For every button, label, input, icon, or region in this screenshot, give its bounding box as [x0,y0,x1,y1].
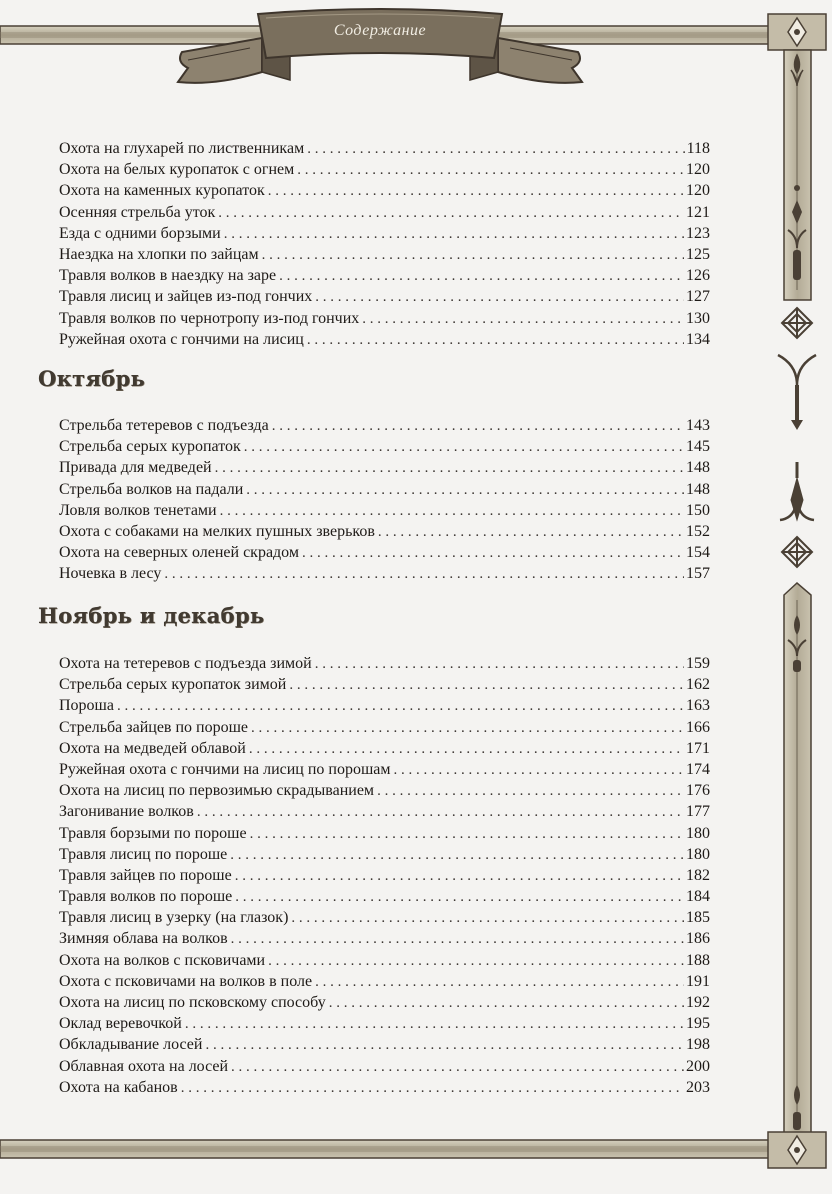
dot-leader [220,501,684,522]
entry-title: Охота на глухарей по лиственникам [59,140,305,157]
entry-title: Зимняя облава на волков [59,930,228,948]
entry-page: 145 [686,438,710,456]
toc-entry[interactable] [59,1077,710,1098]
entry-page: 123 [686,224,710,242]
dot-leader [117,696,684,717]
dot-leader [378,522,684,543]
dot-leader [250,824,684,845]
toc-entry[interactable] [59,415,710,436]
entry-title: Охота на каменных куропаток [59,182,265,200]
entry-title: Охота на медведей облавой [59,739,246,757]
entry-page: 120 [686,182,710,200]
dot-leader [215,458,684,479]
entry-title: Обкладывание лосей [59,1036,203,1054]
entry-page: 126 [686,267,710,285]
toc-entry[interactable] [59,844,710,865]
entry-title: Травля борзыми по пороше [59,824,247,842]
entry-title: Облавная охота на лосей [59,1057,229,1075]
toc-entry[interactable] [59,653,710,674]
toc-entry[interactable] [59,738,710,759]
toc-entry[interactable] [59,159,710,180]
entry-title: Охота на лисиц по первозимью скрадыванием [59,782,375,800]
entry-title: Травля волков по пороше [59,888,233,906]
entry-page: 166 [686,718,710,736]
dot-leader [262,245,684,266]
entry-title: Охота с псковичами на волков в поле [59,972,313,990]
dot-leader [362,309,684,330]
entry-title: Стрельба серых куропаток [59,438,241,456]
toc-entry[interactable] [59,563,710,584]
dot-leader [272,416,684,437]
toc-entry[interactable] [59,886,710,907]
entry-title: Пороша [59,697,114,715]
entry-page: 180 [686,845,710,863]
toc-section-november-december [59,653,710,1098]
banner-title: Содержание [333,22,427,39]
knot-ornament-lower [782,537,812,567]
section-heading-october: Октябрь [38,366,146,391]
entry-page: 174 [686,760,710,778]
dot-leader [268,951,684,972]
toc-entry[interactable] [59,907,710,928]
dot-leader [289,675,684,696]
entry-title: Привада для медведей [59,459,212,477]
entry-page: 200 [686,1057,710,1075]
dot-leader [231,929,684,950]
entry-page: 163 [686,697,710,715]
dot-leader [231,1057,684,1078]
dot-leader [185,1014,684,1035]
dot-leader [315,287,684,308]
entry-title: Наездка на хлопки по зайцам [59,245,259,263]
toc-entry[interactable] [59,950,710,971]
toc-entry[interactable] [59,265,710,286]
entry-page: 198 [686,1036,710,1054]
entry-page: 152 [686,522,710,540]
entry-page: 176 [686,782,710,800]
toc-entry[interactable] [59,500,710,521]
entry-page: 150 [686,501,710,519]
toc-entry[interactable] [59,202,710,223]
section-heading-november-december: Ноябрь и декабрь [38,603,265,628]
toc-entry[interactable] [59,823,710,844]
toc-entry[interactable] [59,971,710,992]
entry-title: Ружейная охота с гончими на лисиц по порошам [59,760,391,778]
entry-title: Стрельба зайцев по пороше [59,718,249,736]
corner-ornament-bottom-right [768,1132,826,1168]
toc-entry[interactable] [59,286,710,307]
toc-entry[interactable] [59,180,710,201]
dot-leader [394,760,684,781]
dot-leader [181,1078,684,1099]
toc-entry[interactable] [59,717,710,738]
entry-title: Травля зайцев по пороше [59,866,232,884]
entry-page: 127 [686,288,710,306]
dot-leader [235,866,684,887]
entry-title: Охота на белых куропаток с огнем [59,161,295,179]
entry-page: 148 [686,480,710,498]
dot-leader [218,203,684,224]
toc-entry[interactable] [59,223,710,244]
toc-entry[interactable] [59,801,710,822]
dot-leader [279,266,684,287]
dot-leader [251,718,684,739]
dot-leader [246,480,684,501]
toc-entry[interactable] [59,1013,710,1034]
toc-entry[interactable] [59,329,710,350]
entry-title: Стрельба тетеревов с подъезда [59,417,269,434]
toc-entry[interactable] [59,928,710,949]
dot-leader [315,654,684,675]
entry-page: 148 [686,459,710,477]
toc-entry[interactable] [59,521,710,542]
toc-section-september [59,138,710,350]
knot-ornament-upper [782,308,812,338]
dot-leader [205,1035,684,1056]
entry-page: 192 [686,994,710,1011]
toc-section-october [59,415,710,585]
dot-leader [244,437,684,458]
entry-title: Травля волков по чернотропу из-под гончих [59,309,360,327]
dot-leader [197,802,684,823]
toc-entry[interactable] [59,436,710,457]
entry-title: Стрельба серых куропаток зимой [59,676,287,694]
toc-entry[interactable] [59,479,710,500]
toc-entry[interactable] [59,1034,710,1055]
entry-title: Охота на лисиц по псковскому способу [59,994,326,1011]
dot-leader [377,781,684,802]
entry-page: 203 [686,1078,710,1096]
entry-page: 184 [686,888,710,906]
entry-page: 125 [686,245,710,263]
dot-leader [302,543,684,564]
toc-entry[interactable] [59,138,710,159]
entry-title: Охота на тетеревов с подъезда зимой [59,655,312,672]
dot-leader [164,564,684,585]
entry-page: 120 [686,161,710,179]
entry-page: 180 [686,824,710,842]
toc-entry[interactable] [59,674,710,695]
toc-entry[interactable] [59,1056,710,1077]
entry-title: Ночевка в лесу [59,565,162,583]
ribbon-banner [178,9,582,83]
entry-title: Охота на кабанов [59,1078,178,1096]
entry-page: 154 [686,544,710,562]
dot-leader [249,739,684,760]
entry-page: 177 [686,803,710,821]
entry-title: Охота с собаками на мелких пушных зверьков [59,522,375,540]
entry-title: Травля волков в наездку на заре [59,267,277,285]
entry-page: 171 [686,739,710,757]
dot-leader [268,181,684,202]
entry-page: 185 [686,909,710,927]
toc-entry[interactable] [59,865,710,886]
dot-leader [329,993,684,1014]
entry-page: 121 [686,203,710,221]
dot-leader [291,908,684,929]
entry-page: 157 [686,565,710,583]
toc-entry[interactable] [59,780,710,801]
entry-page: 118 [686,140,710,157]
dot-leader [235,887,684,908]
entry-page: 182 [686,866,710,884]
entry-title: Травля лисиц и зайцев из-под гончих [59,288,313,306]
entry-page: 162 [686,676,710,694]
entry-title: Ружейная охота с гончими на лисиц [59,330,304,348]
dot-leader [297,160,684,181]
dot-leader [315,972,684,993]
entry-title: Езда с одними борзыми [59,224,221,242]
entry-title: Травля лисиц в узерку (на глазок) [59,909,289,927]
entry-page: 191 [686,972,710,990]
toc-entry[interactable] [59,695,710,716]
entry-page: 130 [686,309,710,327]
entry-page: 143 [686,417,710,434]
entry-page: 134 [686,330,710,348]
corner-ornament-top-right [768,14,826,50]
entry-title: Охота на северных оленей скрадом [59,544,299,562]
entry-page: 195 [686,1015,710,1033]
entry-page: 186 [686,930,710,948]
entry-page: 159 [686,655,710,672]
spear-ornament [780,462,814,520]
entry-title: Ловля волков тенетами [59,501,217,519]
dot-leader [224,224,684,245]
dot-leader [230,845,684,866]
toc-entry[interactable] [59,542,710,563]
entry-title: Оклад веревочкой [59,1015,182,1033]
toc-entry[interactable] [59,244,710,265]
entry-title: Охота на волков с псковичами [59,951,266,969]
entry-title: Травля лисиц по пороше [59,845,228,863]
entry-page: 188 [686,951,710,969]
entry-title: Стрельба волков на падали [59,480,244,498]
vine-ornament [778,355,816,385]
dot-leader [307,139,684,160]
entry-title: Загонивание волков [59,803,194,821]
entry-title: Осенняя стрельба уток [59,203,216,221]
dot-leader [307,330,684,351]
toc-entry[interactable] [59,759,710,780]
toc-entry[interactable] [59,457,710,478]
toc-entry[interactable] [59,308,710,329]
toc-entry[interactable] [59,992,710,1013]
